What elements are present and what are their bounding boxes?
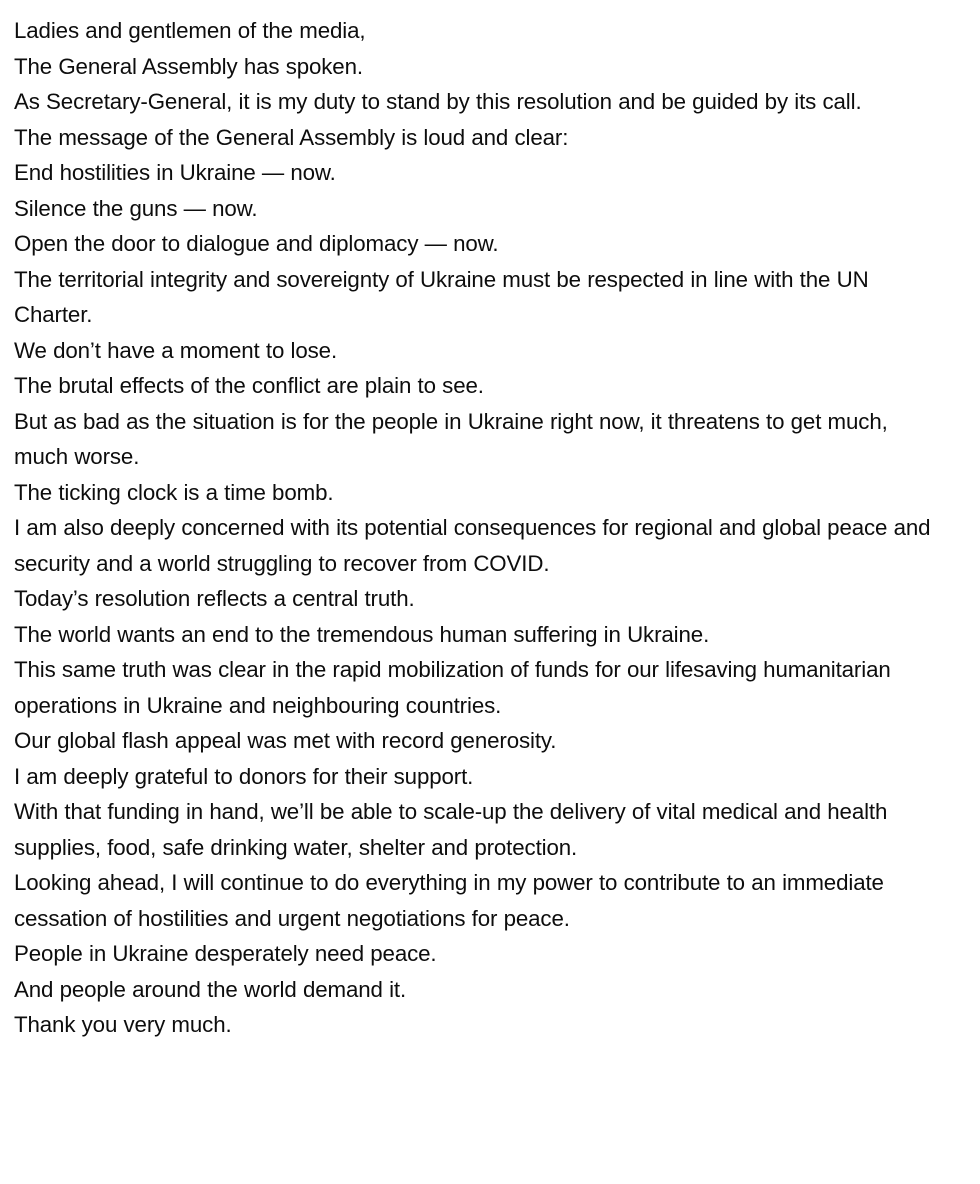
speech-line: The ticking clock is a time bomb. [14,479,334,505]
speech-line: Looking ahead, I will continue to do everything in my power to contribute to an immediate cessation of hostilities and urgent negotiations for peace. [14,870,884,931]
speech-line: The world wants an end to the tremendous human suffering in Ukraine. [14,621,710,647]
speech-line: With that funding in hand, we’ll be able to scale-up the delivery of vital medical and health supplies, food, safe drinking water, shelter and protection. [14,799,888,860]
speech-line: I am also deeply concerned with its potential consequences for regional and global peace and security and a world struggling to recover from COVID. [14,515,931,576]
speech-line: Ladies and gentlemen of the media, [14,18,366,43]
speech-transcript-body [14,13,946,1043]
speech-line: Thank you very much. [14,1012,232,1037]
speech-line: We don’t have a moment to lose. [14,337,338,363]
speech-line: Today’s resolution reflects a central truth. [14,586,415,611]
speech-line: As Secretary-General, it is my duty to stand by this resolution and be guided by its call. [14,89,862,114]
speech-line: And people around the world demand it. [14,976,407,1002]
speech-line: Our global flash appeal was met with record generosity. [14,728,557,753]
speech-line: The brutal effects of the conflict are plain to see. [14,373,484,398]
speech-line: This same truth was clear in the rapid mobilization of funds for our lifesaving humanitarian operations in Ukraine and neighbouring countries. [14,657,891,718]
speech-line: But as bad as the situation is for the people in Ukraine right now, it threatens to get much, much worse. [14,408,888,469]
speech-line: The General Assembly has spoken. [14,53,363,79]
speech-line: The message of the General Assembly is loud and clear: [14,124,569,150]
speech-line: Silence the guns — now. [14,195,258,221]
speech-line: Open the door to dialogue and diplomacy — now. [14,231,499,256]
speech-line: End hostilities in Ukraine — now. [14,160,336,185]
speech-line: People in Ukraine desperately need peace. [14,941,437,966]
speech-line: I am deeply grateful to donors for their support. [14,763,474,789]
speech-line: The territorial integrity and sovereignty of Ukraine must be respected in line with the UN Charter. [14,266,869,327]
